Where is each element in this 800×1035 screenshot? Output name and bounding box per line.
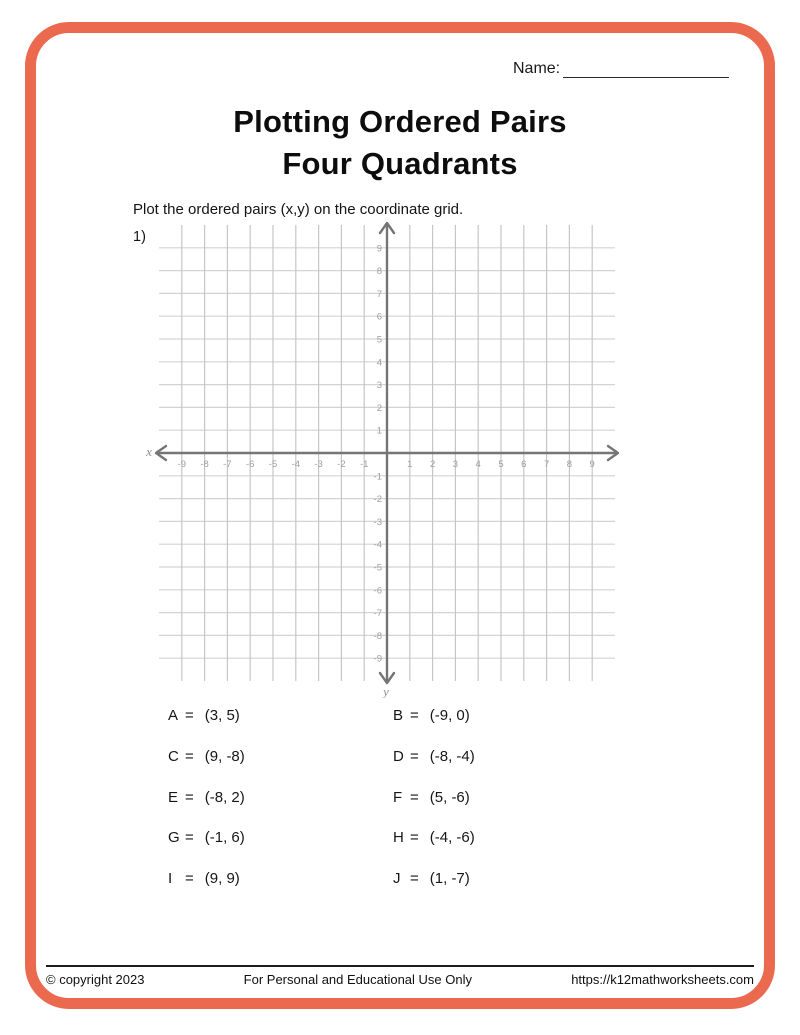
pair-label: C	[168, 747, 179, 765]
y-tick-label: -8	[373, 630, 382, 642]
ordered-pair-I	[168, 870, 393, 911]
ordered-pair-E	[168, 789, 393, 830]
y-tick-label: -5	[373, 562, 382, 574]
pair-label: I	[168, 870, 173, 888]
pair-value: (-1, 6)	[204, 829, 245, 847]
pair-label: G	[168, 829, 180, 847]
y-tick-label: -4	[373, 539, 382, 551]
equals-sign: =	[410, 870, 419, 888]
pair-value: (9, 9)	[204, 870, 240, 888]
x-tick-label: 5	[498, 459, 504, 470]
y-tick-label: 7	[376, 288, 382, 300]
equals-sign: =	[410, 707, 419, 724]
equals-sign: =	[410, 788, 419, 806]
ordered-pair-D	[393, 748, 475, 789]
equals-sign: =	[185, 829, 194, 847]
pair-label: A	[168, 707, 179, 724]
usage-text: For Personal and Educational Use Only	[243, 972, 473, 987]
ordered-pairs-list	[168, 707, 475, 911]
y-tick-label: 5	[376, 334, 382, 346]
x-tick-label: -5	[268, 459, 278, 470]
pair-label: E	[168, 788, 179, 806]
coordinate-grid	[130, 218, 630, 698]
equals-sign: =	[410, 747, 419, 765]
equals-sign: =	[410, 829, 419, 847]
pair-value: (-4, -6)	[429, 829, 475, 847]
x-tick-label: 1	[407, 459, 413, 470]
x-tick-label: 3	[452, 459, 459, 470]
x-tick-label: -9	[177, 459, 187, 470]
name-label: Name:	[513, 60, 561, 77]
x-tick-label: -7	[223, 459, 232, 470]
y-tick-label: -3	[373, 516, 382, 528]
ordered-pair-H	[393, 829, 475, 870]
title-line-1: Plotting Ordered Pairs	[233, 104, 567, 139]
y-tick-label: -9	[373, 653, 382, 665]
ordered-pair-F	[393, 789, 475, 830]
x-tick-label: 4	[475, 459, 481, 470]
y-tick-label: 3	[376, 380, 382, 392]
x-tick-label: 9	[589, 459, 595, 470]
x-tick-label: 2	[429, 459, 436, 470]
pair-value: (-9, 0)	[429, 707, 470, 724]
equals-sign: =	[185, 747, 194, 765]
x-tick-label: -8	[200, 459, 209, 470]
ordered-pair-A	[168, 707, 393, 748]
ordered-pair-G	[168, 829, 393, 870]
website-url: https://k12mathworksheets.com	[571, 972, 754, 987]
pair-value: (9, -8)	[204, 747, 245, 765]
pair-value: (5, -6)	[429, 788, 470, 806]
x-tick-label: 8	[566, 459, 573, 470]
ordered-pair-B	[393, 707, 475, 748]
ordered-pair-J	[393, 870, 475, 911]
y-tick-label: 2	[376, 402, 382, 414]
copyright-text: © copyright 2023	[46, 972, 145, 987]
pair-value: (3, 5)	[204, 707, 240, 724]
pair-label: H	[393, 829, 404, 847]
equals-sign: =	[185, 788, 194, 806]
y-axis-letter: y	[383, 684, 389, 698]
y-tick-label: 6	[376, 311, 382, 323]
x-tick-label: -1	[359, 459, 369, 470]
pair-value: (-8, 2)	[204, 788, 245, 806]
pair-label: D	[393, 747, 404, 765]
pair-label: J	[393, 870, 401, 888]
x-tick-label: -4	[291, 459, 301, 470]
y-tick-label: 4	[376, 357, 382, 369]
name-underline	[563, 60, 729, 78]
pair-label: B	[393, 707, 404, 724]
y-tick-label: -6	[373, 585, 382, 597]
page-footer	[46, 965, 754, 987]
x-tick-label: -6	[245, 459, 255, 470]
x-tick-label: 6	[521, 459, 527, 470]
equals-sign: =	[185, 707, 194, 724]
y-tick-label: 8	[376, 266, 382, 278]
x-tick-label: -2	[337, 459, 346, 470]
name-field	[513, 60, 729, 78]
title-line-2: Four Quadrants	[282, 146, 518, 181]
pair-value: (1, -7)	[429, 870, 470, 888]
y-tick-label: 1	[376, 425, 382, 437]
instruction-text: Plot the ordered pairs (x,y) on the coordinate grid.	[133, 201, 464, 218]
y-tick-label: -7	[373, 608, 382, 620]
x-tick-label: 7	[543, 459, 550, 470]
y-tick-label: -2	[373, 494, 382, 506]
x-axis-letter: x	[146, 444, 152, 459]
equals-sign: =	[185, 870, 194, 888]
pair-label: F	[393, 788, 403, 806]
ordered-pair-C	[168, 748, 393, 789]
pair-value: (-8, -4)	[429, 747, 475, 765]
y-tick-label: 9	[376, 243, 382, 255]
x-tick-label: -3	[314, 459, 323, 470]
y-tick-label: -1	[373, 471, 382, 483]
problem-number: 1)	[133, 229, 146, 245]
page-title	[0, 101, 800, 185]
